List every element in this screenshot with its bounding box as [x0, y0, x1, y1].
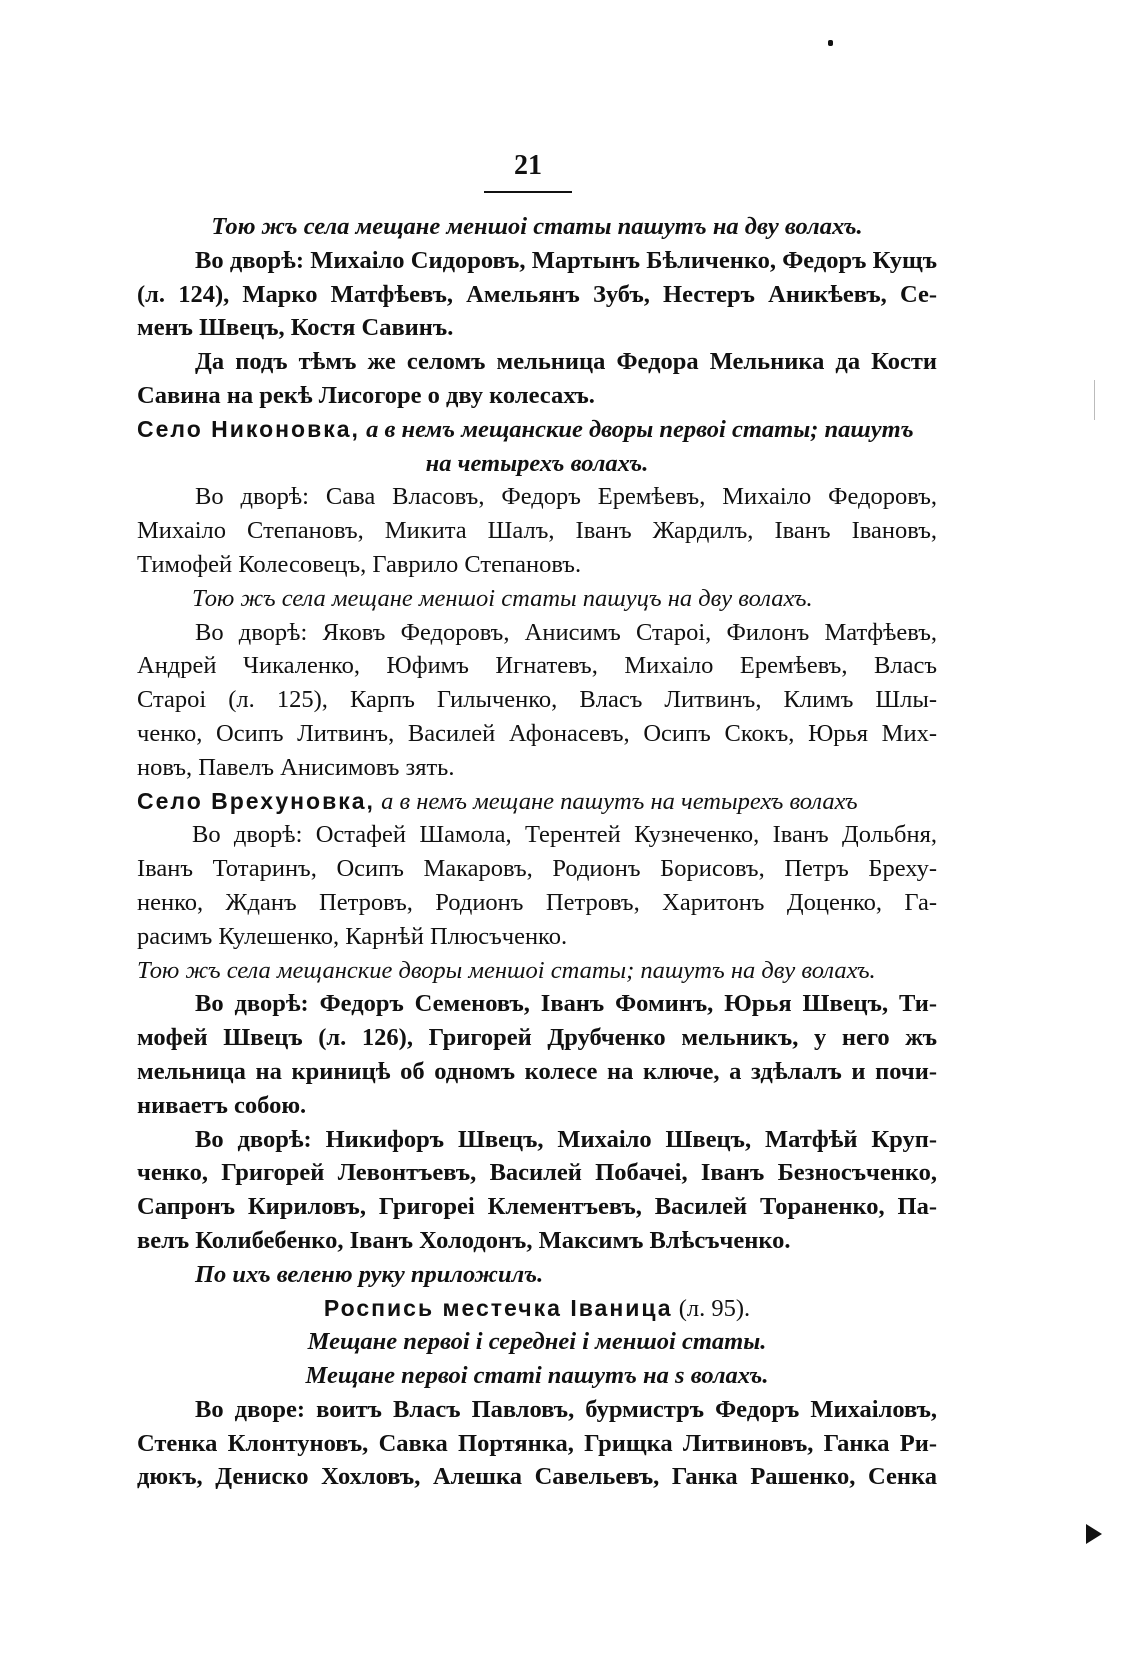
text-line: мельница на криницѣ об одномъ колесе на ключе, а здѣлалъ и почи- — [137, 1057, 937, 1085]
text-line: Староі (л. 125), Карпъ Гилыченко, Власъ Литвинъ, Климъ Шлы- — [137, 686, 937, 714]
text-line: дюкъ, Дениско Хохловъ, Алешка Савельевъ, Ганка Рашенко, Сенка — [137, 1463, 937, 1491]
text-line: Савина на рекѣ Лисогоре о дву колесахъ. — [137, 381, 595, 409]
text-line: мофей Швецъ (л. 126), Григорей Друбченко мельникъ, у него жъ — [137, 1024, 937, 1052]
folio-reference: (л. 95). — [678, 1294, 751, 1322]
village-name: Село Врехуновка, — [137, 787, 375, 814]
text-line: Во дворѣ: Сава Власовъ, Федоръ Еремѣевъ, Михаіло Федоровъ, — [195, 483, 937, 511]
page-body — [137, 210, 937, 1494]
section-note: Мещане первоі статі пашутъ на ѕ волахъ. — [305, 1362, 769, 1390]
scan-artifact-line — [1094, 380, 1095, 420]
page-number-rule — [484, 191, 572, 193]
text-line: на четырехъ волахъ. — [425, 449, 649, 477]
text-line: менъ Швецъ, Костя Савинъ. — [137, 314, 454, 342]
text-line: ниваетъ собою. — [137, 1091, 307, 1119]
text-line: Во дворѣ: Яковъ Федоровъ, Анисимъ Староі, Филонъ Матфѣевъ, — [195, 618, 937, 646]
text-line: Во дворѣ: Михаіло Сидоровъ, Мартынъ Бѣличенко, Федоръ Кущъ — [195, 246, 937, 274]
text-line: Да подъ тѣмъ же селомъ мельница Федора Мельника да Кости — [195, 348, 937, 376]
page-turn-marker — [1086, 1524, 1102, 1544]
text-line: Стенка Клонтуновъ, Савка Портянка, Грищка Литвиновъ, Ганка Ри- — [137, 1429, 937, 1457]
section-heading-ivanitsa — [137, 1292, 937, 1326]
section-subtitle: Мещане первоі і середнеі і меншоі статы. — [307, 1328, 767, 1356]
village-note: а в немъ мещанские дворы первоі статы; пашутъ — [366, 415, 914, 443]
text-line: Во дворе: воитъ Власъ Павловъ, бурмистръ Федоръ Михаіловъ, — [195, 1395, 937, 1423]
text-line: (л. 124), Марко Матфѣевъ, Амельянъ Зубъ, Нестеръ Аникѣевъ, Се- — [137, 280, 937, 308]
ink-speck — [828, 40, 833, 46]
village-heading-vrekhunovka — [137, 785, 937, 819]
text-line: Тимофей Колесовецъ, Гаврило Степановъ. — [137, 550, 582, 578]
text-line: ченко, Григорей Левонтъевъ, Василей Побачеі, Іванъ Безносъченко, — [137, 1159, 937, 1187]
section-note: Тою жъ села мещанские дворы меншоі статы; пашутъ на дву волахъ. — [137, 956, 876, 984]
text-line: ненко, Жданъ Петровъ, Родионъ Петровъ, Харитонъ Доценко, Га- — [137, 888, 937, 916]
text-line: Іванъ Тотаринъ, Осипъ Макаровъ, Родионъ Борисовъ, Петръ Бреху- — [137, 855, 937, 883]
text-line: Во дворѣ: Федоръ Семеновъ, Іванъ Фоминъ, Юрья Швецъ, Ти- — [195, 990, 937, 1018]
section-note-1: Тою жъ села мещане меншоі статы пашутъ на дву волахъ. — [211, 213, 863, 240]
village-name: Село Никоновка, — [137, 415, 360, 442]
text-line: Во дворѣ: Остафей Шамола, Терентей Кузнеченко, Іванъ Дольбня, — [192, 821, 937, 849]
text-line: ченко, Осипъ Литвинъ, Василей Афонасевъ, Осипъ Скокъ, Юрья Мих- — [137, 719, 937, 747]
village-heading-nikonovka — [137, 413, 937, 447]
text-line: расимъ Кулешенко, Карнѣй Плюсъченко. — [137, 922, 568, 950]
text-line: велъ Колибебенко, Іванъ Холодонъ, Максимъ Влѣсъченко. — [137, 1226, 791, 1254]
text-line: Андрей Чикаленко, Юфимъ Игнатевъ, Михаіло Еремѣевъ, Власъ — [137, 652, 937, 680]
text-line: Михаіло Степановъ, Микита Шалъ, Іванъ Жардилъ, Іванъ Івановъ, — [137, 517, 937, 545]
section-note: Тою жъ села мещане меншоі статы пашуцъ на дву волахъ. — [192, 584, 813, 612]
text-line: новъ, Павелъ Анисимовъ зять. — [137, 753, 455, 781]
text-line: Во дворѣ: Никифоръ Швецъ, Михаіло Швецъ, Матфѣй Круп- — [195, 1125, 937, 1153]
village-note: а в немъ мещане пашутъ на четырехъ волахъ — [381, 787, 858, 815]
text-line: Сапронъ Кириловъ, Григореі Клементъевъ, Василей Тораненко, Па- — [137, 1193, 937, 1221]
signature-note: По ихъ веленю руку приложилъ. — [195, 1260, 544, 1288]
section-title: Роспись местечка Іваница — [323, 1294, 673, 1321]
page-number: 21 — [514, 150, 542, 181]
